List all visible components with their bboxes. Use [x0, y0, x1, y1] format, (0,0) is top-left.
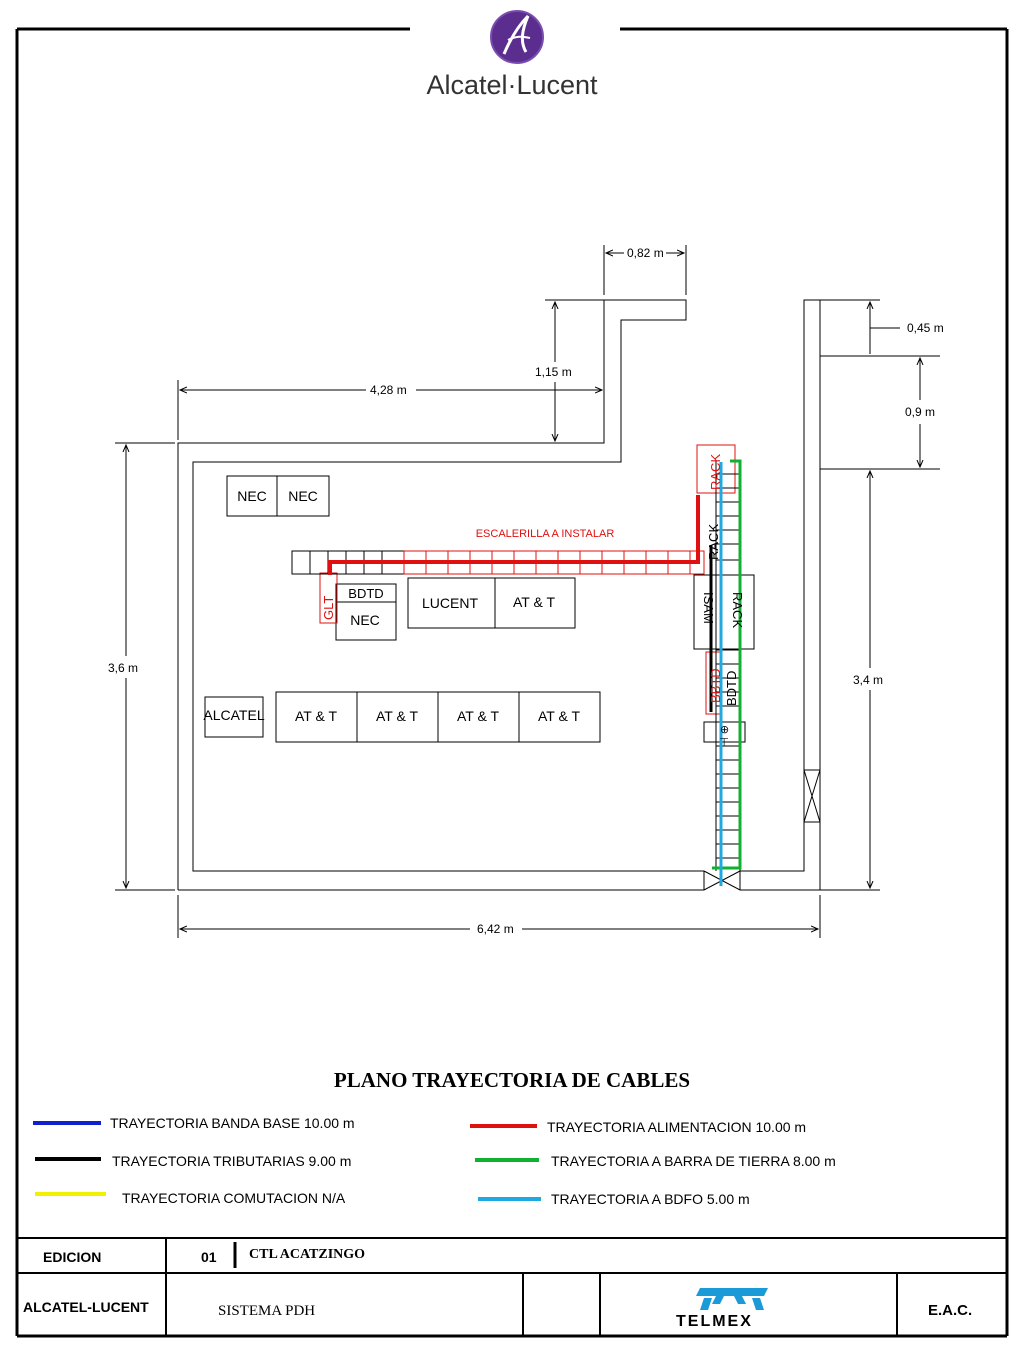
nec-label-1: NEC: [237, 488, 267, 504]
att-label-1: AT & T: [294, 708, 338, 724]
att-label-3: AT & T: [456, 708, 500, 724]
dim-34: 3,4 m: [853, 673, 884, 687]
alcatel-lucent-logo-icon: [491, 11, 543, 63]
dim-09: 0,9 m: [905, 405, 936, 419]
legend-bdfo: TRAYECTORIA A BDFO 5.00 m: [551, 1191, 750, 1207]
edicion-label: EDICION: [43, 1249, 102, 1265]
dim-082: 0,82 m: [627, 246, 664, 260]
bdtd-vertical-label: BDTD: [724, 670, 739, 706]
bdtd-small-label: BDTD: [348, 586, 384, 601]
dimension-lines: [115, 245, 940, 938]
alcatel-label: ALCATEL: [203, 707, 265, 723]
nec-label-2: NEC: [288, 488, 318, 504]
glt-label: GLT: [321, 595, 336, 620]
telmex-logo-icon: [696, 1288, 768, 1310]
site-name: CTL ACATZINGO: [249, 1247, 366, 1262]
small-box-label: ⊣ ⊕: [719, 725, 731, 747]
telmex-wordmark: TELMEX: [676, 1313, 753, 1330]
alcatel-lucent-wordmark: Alcatel·Lucent: [426, 70, 598, 100]
rack-label-1: RACK: [708, 453, 723, 490]
escalerilla-label: ESCALERILLA A INSTALAR: [475, 528, 615, 540]
dim-642: 6,42 m: [477, 922, 514, 936]
isam-label: ISAM: [701, 592, 716, 624]
nec-label-3: NEC: [350, 612, 380, 628]
eac-label: E.A.C.: [928, 1302, 973, 1319]
edicion-value: 01: [201, 1249, 217, 1265]
legend-comutacion: TRAYECTORIA COMUTACION N/A: [122, 1190, 346, 1206]
dim-36: 3,6 m: [108, 661, 139, 675]
legend-banda-base: TRAYECTORIA BANDA BASE 10.00 m: [110, 1115, 355, 1131]
rack-label-2: RACK: [706, 523, 721, 560]
dim-045: 0,45 m: [907, 321, 944, 335]
title-block-grid: [17, 1238, 1007, 1336]
dim-428: 4,28 m: [370, 383, 407, 397]
equipment-boxes: [205, 476, 754, 742]
rack-label-3: RACK: [730, 592, 745, 629]
lucent-label: LUCENT: [421, 595, 479, 611]
att-label-2: AT & T: [375, 708, 419, 724]
system-name: SISTEMA PDH: [218, 1303, 316, 1319]
company-name: ALCATEL-LUCENT: [23, 1299, 149, 1315]
att-top-label: AT & T: [512, 594, 556, 610]
legend-barra-tierra: TRAYECTORIA A BARRA DE TIERRA 8.00 m: [551, 1153, 836, 1169]
bbtd-label: BBTD: [708, 668, 723, 703]
legend-tributarias: TRAYECTORIA TRIBUTARIAS 9.00 m: [112, 1153, 352, 1169]
legend-alimentacion: TRAYECTORIA ALIMENTACION 10.00 m: [547, 1119, 807, 1135]
att-label-4: AT & T: [537, 708, 581, 724]
page-title: PLANO TRAYECTORIA DE CABLES: [333, 1068, 691, 1092]
dim-115: 1,15 m: [535, 365, 572, 379]
